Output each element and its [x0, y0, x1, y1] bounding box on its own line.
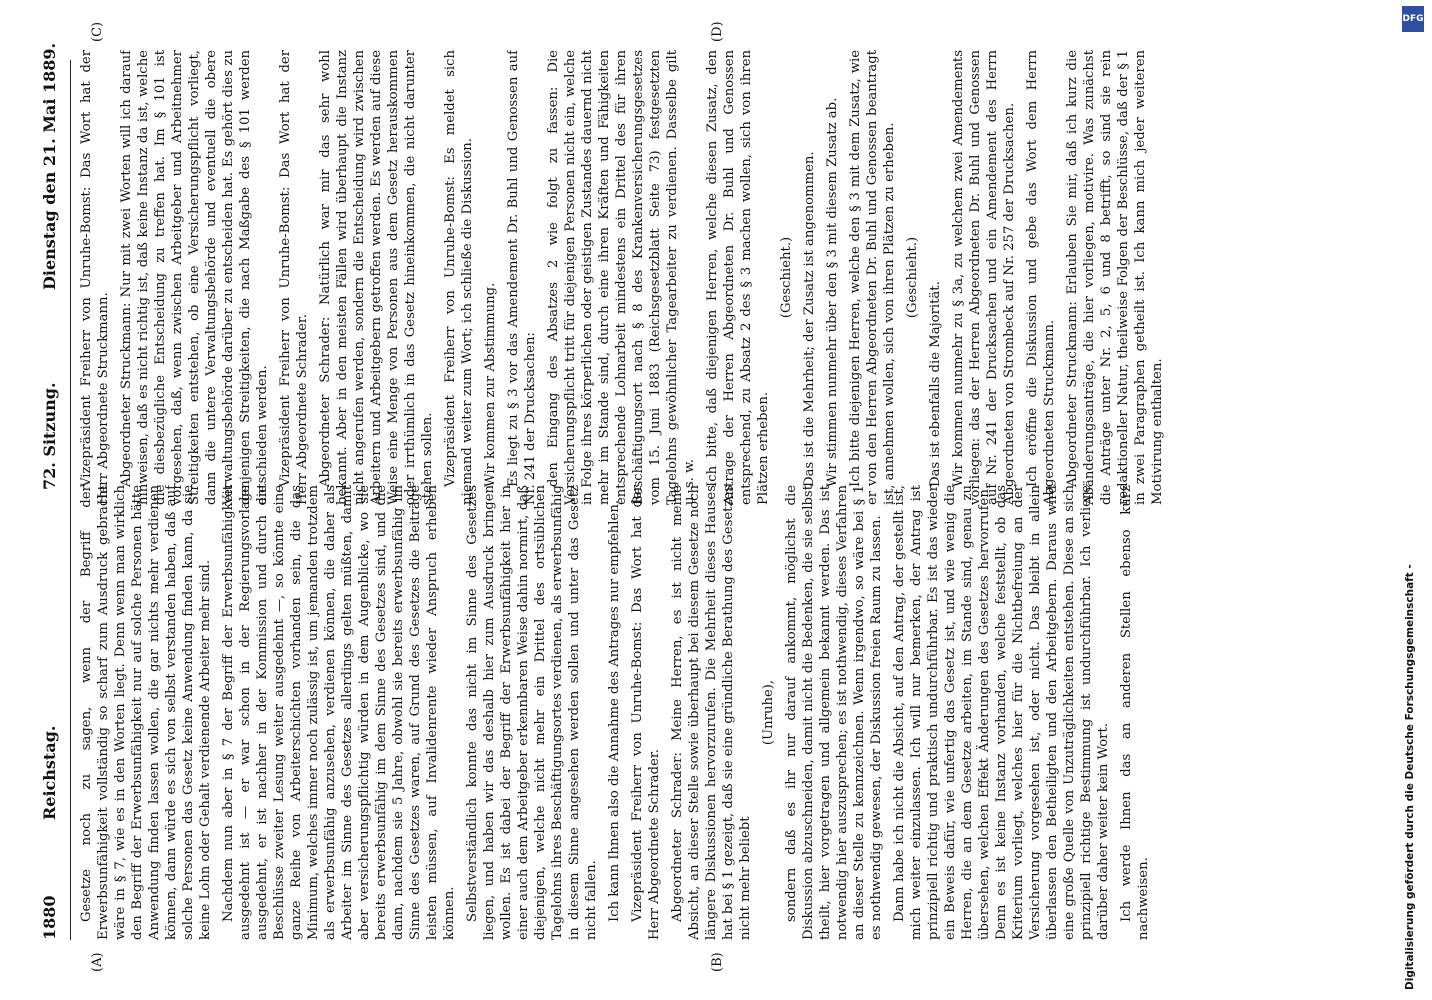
right-paragraph: Es liegt zu § 3 vor das Amendement Dr. Buhl und Genossen auf Nr. 241 der Drucksachen:: [506, 50, 538, 505]
margin-mark-a: (A): [90, 952, 105, 972]
left-paragraph: sondern daß es ihr nur darauf ankommt, möglichst die Diskussion abzuschneiden, damit nicht die Bedenken, die sie selbst theilt, hier vorgetragen und allgemein bekannt werden. Das ist notwendig hier auszusprechen; es ist nothwendig, dieses Verfahren an dieser Stelle zu kennzeichnen. Wenn irgendwo, so wäre bei § 1 es nothwendig gewesen, der Diskussion freien Raum zu lassen.: [784, 485, 884, 940]
left-paragraph: Abgeordneter Schrader: Meine Herren, es ist nicht meine Absicht, an dieser Stelle sowie überhaupt bei diesem Gesetze noch längere Diskussionen hervorzurufen. Die Mehrheit dieses Hauses hat bei § 1 gezeigt, daß sie eine gründliche Berathung des Gesetzes nicht mehr beliebt: [670, 485, 753, 940]
right-paragraph: Ich eröffne die Diskussion und gebe das Wort dem Herrn Abgeordneten Struckmann.: [1025, 50, 1057, 505]
right-paragraph: Wir kommen nunmehr zu § 3a, zu welchem zwei Amendements vorliegen: das der Herren Abgeordneten Dr. Buhl und Genossen auf Nr. 241 der Drucksachen und ein Amendement des Herrn Abgeordneten von Strombeck auf Nr. 257 der Drucksachen.: [951, 50, 1017, 505]
left-paragraph: Selbstverständlich konnte das nicht im Sinne des Gesetzes liegen, und haben wir das deshalb hier zum Ausdruck bringen wollen. Es ist dabei der Begriff der Erwerbsunfähigkeit hier in einer auch dem Arbeitgeber erkennbaren Weise dahin normirt, daß diejenigen, welche nicht mehr ein Drittel des ortsüblichen Tagelohns ihres Beschäftigungsortes verdienen, als erwerbsunfähig in diesem Sinne angesehen werden sollen und unter das Gesetz nicht fallen.: [465, 485, 599, 940]
right-paragraph: den Eingang des Absatzes 2 wie folgt zu fassen: Die Versicherungspflicht tritt für diejenigen Personen nicht ein, welche in Folge ihres körperlichen oder geistigen Zustandes dauernd nicht mehr im Stande sind, durch eine ihren Kräften und Fähigkeiten entsprechende Lohnarbeit mindestens ein Drittel des für ihren Beschäftigungsort nach § 8 des Krankenversicherungsgesetzes vom 15. Juni 1883 (Reichsgesetzblatt Seite 73) festgesetzten Tagelohns gewöhnlicher Tagearbeiter zu verdienen. Dasselbe gilt u. s. w.: [546, 50, 697, 505]
right-paragraph: Abgeordneter Struckmann: Nur mit zwei Worten will ich darauf hinweisen, daß es nicht richtig ist, daß keine Instanz da ist, welche die diesbezügliche Entscheidung zu treffen hat. Im § 101 ist vorgesehen, daß, wenn zwischen Arbeitgeber und Arbeitnehmer Streitigkeiten entstehen, ob eine Versicherungspflicht vorliegt, dann die untere Verwaltungsbehörde und eventuell die obere Verwaltungsbehörde darüber zu entscheiden hat. Es gehört dies zu denjenigen Streitigkeiten, die nach Maßgabe des § 101 werden entschieden werden.: [119, 50, 270, 505]
left-paragraph: Ich kann Ihnen also die Annahme des Antrages nur empfehlen.: [607, 499, 622, 922]
right-paragraph: Wir stimmen nunmehr über den § 3 mit diesem Zusatz ab.: [825, 97, 840, 487]
header-left-title: Reichstag.: [40, 725, 59, 820]
right-paragraph: Vizepräsident Freiherr von Unruhe-Bomst: Es meldet sich niemand weiter zum Wort; ich schließe die Diskussion.: [443, 50, 475, 505]
right-paragraph: Wir kommen zur Abstimmung.: [483, 282, 498, 487]
right-paragraph: (Geschieht.): [905, 236, 920, 319]
margin-mark-c: (C): [90, 21, 105, 42]
right-paragraph: Das ist die Mehrheit; der Zusatz ist angenommen.: [802, 151, 817, 487]
left-paragraph: Ich werde Ihnen das an anderen Stellen ebenso kurz nachweisen.: [1119, 485, 1151, 940]
right-paragraph: Ich bitte, daß diejenigen Herren, welche diesen Zusatz, den Antrage der Herren Abgeordneten Dr. Buhl und Genossen entsprechend, zu Absatz 2 des § 3 machen wollen, sich von ihren Plätzen erheben.: [705, 50, 771, 505]
left-column: [78, 485, 1378, 940]
right-column: [78, 50, 1378, 505]
right-paragraph: Abgeordneter Schrader: Natürlich war mir das sehr wohl bekannt. Aber in den meisten Fällen wird überhaupt die Instanz nicht angerufen werden, sondern die Entscheidung wird zwischen Arbeitern und Arbeitgebern getroffen werden. Es werden auf diese Weise eine Menge von Personen aus dem Gesetz herauskommen oder irrthümlich in das Gesetz hineinkommen, die nicht darunter stehen sollen.: [318, 50, 435, 505]
left-paragraph: Dann habe ich nicht die Absicht, auf den Antrag, der gestellt ist, mich weiter einzulassen. Ich will nur bemerken, der Antrag ist prinzipiell richtig und praktisch undurchführbar. Es ist das wieder ein Beweis dafür, wie unfertig das Gesetz ist, und wie wenig die Herren, die an dem Gesetze arbeiten, im Stande sind, genau zu übersehen, welchen Effekt Änderungen des Gesetzes hervorrufen. Denn es ist keine Instanz vorhanden, welche feststellt, ob das Kriterium vorliegt, welches hier für die Nichtbefreiung an der Versicherung vorgesehen ist, oder nicht. Das bleibt in allein überlassen den Betheiligten und den Arbeitgebern. Daraus wird eine große Quelle von Unzuträglichkeiten entstehen. Diese an sich prinzipiell richtige Bestimmung ist undurchführbar. Ich verliere darüber daher weiter kein Wort.: [892, 485, 1111, 940]
margin-mark-b: (B): [710, 952, 725, 972]
page-header: [40, 10, 70, 940]
right-paragraph: (Geschieht.): [779, 236, 794, 319]
dfg-logo: DFG: [1402, 6, 1424, 32]
left-paragraph: Nachdem nun aber in § 7 der Begriff der Erwerbsunfähigkeit ausgedehnt ist — er war schon in der Regierungsvorlage ausgedehnt, er ist nachher in der Kommission und durch die Beschlüsse zweiter Lesung weiter ausgedehnt —, so könnte eine ganze Reihe von Arbeiterschichten vorhanden sein, die das Minimum, welches immer noch zulässig ist, um jemanden trotzdem als erwerbsunfähig anzusehen, verdienen können, die daher als Arbeiter im Sinne des Gesetzes allerdings gelten müßten, damit aber versicherungspflichtig würden in dem Augenblicke, wo sie bereits erwerbsunfähig im dem Sinne des Gesetzes sind, und die dann, nachdem sie 5 Jahre, obwohl sie bereits erwerbsunfähig im Sinne des Gesetzes waren, auf Grund des Gesetzes die Beiträge leisten müssen, auf Invalidenrente wieder Anspruch erheben können.: [221, 485, 457, 940]
left-paragraph: Gesetze noch zu sagen, wenn der Begriff der Erwerbsunfähigkeit vollständig so scharf zum Ausdruck gebracht wäre in § 7, wie es in den Worten liegt. Denn wenn man wirklich den Begriff der Erwerbsunfähigkeit nur auf solche Personen hätte Anwendung finden lassen wollen, die gar nichts mehr verdienen können, dann würde es sich von selbst verstanden haben, daß auf solche Personen das Gesetz keine Anwendung finden kann, da sie keine Lohn oder Gehalt verdienende Arbeiter mehr sind.: [79, 485, 213, 940]
left-paragraph: Vizepräsident Freiherr von Unruhe-Bomst: Das Wort hat der Herr Abgeordnete Schrader.: [630, 485, 662, 940]
right-paragraph: Abgeordneter Struckmann: Erlauben Sie mir, daß ich kurz die Abänderungsanträge, die hier vorliegen, motivire. Was zunächst die Anträge unter Nr. 2, 5, 6 und 8 betrifft, so sind sie rein redaktioneller Natur, theilweise Folgen der Beschlüsse, daß der § 1 in zwei Paragraphen getheilt ist. Ich kann mich jeder weiteren Motivirung enthalten.: [1065, 50, 1165, 505]
digitization-credit: Digitalisierung gefördert durch die Deutsche Forschungsgemeinschaft -: [1404, 564, 1416, 990]
left-paragraph: (Unruhe),: [761, 679, 776, 746]
header-date: Dienstag den 21. Mai 1889.: [40, 42, 59, 290]
header-rule: [70, 60, 71, 940]
page-number: 1880: [40, 895, 59, 940]
right-paragraph: Vizepräsident Freiherr von Unruhe-Bomst: Das Wort hat der Herr Abgeordnete Schrader.: [278, 50, 310, 505]
right-paragraph: Das ist ebenfalls die Majorität.: [928, 281, 943, 487]
right-paragraph: Ich bitte diejenigen Herren, welche den § 3 mit dem Zusatz, wie er von den Herren Abgeordneten Dr. Buhl und Genossen beantragt ist, annehmen wollen, sich von ihren Plätzen zu erheben.: [848, 50, 897, 505]
right-paragraph: Vizepräsident Freiherr von Unruhe-Bomst: Das Wort hat der Herr Abgeordnete Struckmann.: [79, 50, 111, 505]
margin-mark-d: (D): [710, 21, 725, 42]
header-session: 72. Sitzung.: [40, 382, 59, 490]
